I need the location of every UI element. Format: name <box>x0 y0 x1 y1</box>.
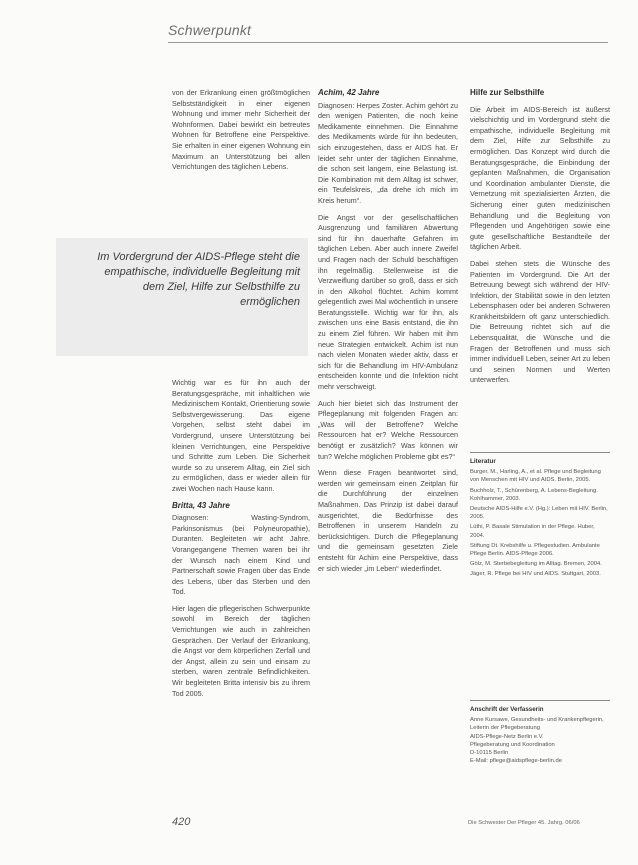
page-number: 420 <box>172 816 191 828</box>
paragraph: Auch hier bietet sich das Instrument der Pflegeplanung mit folgenden Fragen an: „Was will der Betroffene? Welche Ressourcen hat er? Welche Ressourcen benötigt er zusätzlich? Was können wir tun? Welche möglichen Probleme gibt es?“ <box>318 398 458 461</box>
paragraph: Die Arbeit im AIDS-Bereich ist äußerst vielschichtig und im Vordergrund steht die empathische, individuelle Begleitung mit dem Ziel, Hilfe zur Selbsthilfe zu ermöglichen. Das Konzept wird durch die Beratungsgespräche, die Einbindung der geplanten Maßnahmen, die Organisation und Koordination ambulanter Dienste, die Vernetzung mit spezialisierten Ärzten, die Sicherung einer guten medizinischen Behandlung und die Begleitung von Pflegenden und Angehörigen sowie eine gute gesellschaftliche Bestandteile der täglichen Arbeit. <box>470 104 610 252</box>
right-column <box>470 88 610 386</box>
literature-rule <box>470 452 610 453</box>
section-tag: Schwerpunkt <box>168 22 252 38</box>
pullquote: Im Vordergrund der AIDS-Pflege steht die empathische, individuelle Begleitung mit dem Ziel, Hilfe zur Selbsthilfe zu ermöglichen <box>97 251 300 308</box>
paragraph: Diagnosen: Herpes Zoster. Achim gehört zu den wenigen Patienten, die noch keine Medikamente einnehmen. Die Einnahme des Medikaments würde für ihn bedeuten, sich einzugestehen, dass er AIDS hat. Er leidet sehr unter der täglichen Einnahme, die schon seit langem, eine Belastung ist. Die Kombination mit dem Alltag ist schwer, ein Teufelskreis, „da drehe ich mich im Kreis herum“. <box>318 100 458 205</box>
address-line: Pflegeberatung und Koordination <box>470 741 555 748</box>
address-line: Leiterin der Pflegeberatung <box>470 725 540 732</box>
section-heading-selbsthilfe: Hilfe zur Selbsthilfe <box>470 88 545 97</box>
paragraph: Hier lagen die pflegerischen Schwerpunkte sowohl im Bereich der täglichen Verrichtungen wie auch in zahlreichen Gesprächen. Der Verlauf der Erkrankung, die Angst vor dem körperlichen Zerfall und der Angst, allein zu sein und einsam zu sterben, waren zentrale Befindlichkeiten. Wir begleiteten Britta intensiv bis zu ihrem Tod 2005. <box>172 603 310 698</box>
literature-title: Literatur <box>470 458 496 465</box>
author-address-box <box>470 706 610 765</box>
middle-column <box>318 88 458 574</box>
address-line: AIDS-Pflege-Netz Berlin e.V. <box>470 733 544 740</box>
top-rule <box>168 42 608 43</box>
address-rule <box>470 700 610 701</box>
literature-box <box>470 458 610 581</box>
left-column-top <box>172 88 310 173</box>
paragraph: von der Erkrankung einen größtmöglichen Selbstständigkeit in einer eigenen Wohnung und immer mehr Sicherheit der Wohnformen. Dabei bewirkt ein betreutes Wohnen für Betroffene eine Perspektive. Sie erhalten in einer eigenen Wohnung ein Maximum an Unterstützung bei allen Verrichtungen des täglichen Lebens. <box>172 88 310 172</box>
literature-item: Deutsche AIDS-Hilfe e.V. (Hg.): Leben mit HIV. Berlin, 2005. <box>470 506 608 521</box>
paragraph: Die Angst vor der gesellschaftlichen Ausgrenzung und familiären Abwertung sind für ihn dauerhafte Gefahren im täglichen Leben. Aber auch innere Zweifel und Fragen nach der Schuld beschäftigen ihn regelmäßig. Stellenweise ist die Verzweiflung darüber so groß, dass er sich in den Alkohol flüchtet. Achim kommt gelegentlich zwei Mal wöchentlich in unsere Beratungsstelle. Wichtig war für ihn, als zwischen uns eine Basis entstand, die ihn zu einem Ziel führen. Wir haben mit ihm neue Strategien entwickelt. Achim ist nun nach vielen Monaten wieder aktiv, dass er sich für die Behandlung im HIV-Ambulanz entscheiden konnte und die Infektion nicht mehr verschweigt. <box>318 212 458 392</box>
literature-item: Burger, M., Harling, A., et al. Pflege und Begleitung von Menschen mit HIV und AIDS. Berlin, 2005. <box>470 469 601 484</box>
address-title: Anschrift der Verfasserin <box>470 706 544 713</box>
literature-item: Lüthi, P. Basale Stimulation in der Pflege. Huber, 2004. <box>470 524 595 539</box>
left-column-bottom <box>172 378 310 699</box>
paragraph: Wenn diese Fragen beantwortet sind, werden wir gemeinsam einen Zeitplan für die Durchführung der einzelnen Maßnahmen. Das Prinzip ist dabei darauf ausgerichtet, die Bedürfnisse des Betroffenen in unserem Handeln zu berücksichtigen. Durch die Pflegeplanung und die gemeinsam gesetzten Ziele entsteht für Achim eine Perspektive, dass er sich wieder „im Leben“ wiederfindet. <box>318 468 458 573</box>
literature-item: Stiftung Dt. Krebshilfe u. Pflegestudien. Ambulante Pflege Berlin. AIDS-Pflege 2006. <box>470 542 600 558</box>
paragraph: Dabei stehen stets die Wünsche des Patienten im Vordergrund. Die Art der Betreuung bewegt sich während der HIV-Infektion, der Stabilität sowie in den letzten Lebensphasen oder bei anderen Schweren Krankheitsbildern oft ganz unterschiedlich. Die Betreuung richtet sich auf die Lebensqualität, die Wünsche und die Fragen der Betroffenen und muss sich immer individuell Leben, seiner Art zu leben und seinen Normen und Werten unterwerfen. <box>470 258 610 385</box>
paragraph: Diagnosen: Wasting-Syndrom, Parkinsonismus (bei Polyneuropathie), Duranten. Begleiteten wir acht Jahre. Vorangegangene Themen waren bei ihr der Wunsch nach einem Kind und Partnerschaft sowie Fragen über das Ende des Lebens, über das Sterben und den Tod. <box>172 513 310 597</box>
address-line: Anne Kursawe, Gesundheits- und Krankenpflegerin, <box>470 717 604 724</box>
address-line: D-10115 Berlin <box>470 750 509 757</box>
literature-item: Jäger, R. Pflege bei HIV und AIDS. Stuttgart, 2003. <box>470 571 601 578</box>
literature-item: Buchholz, T., Schürenberg, A. Lebens-Begleitung. Kohlhammer, 2003. <box>470 487 598 502</box>
address-line: E-Mail: pflege@aidspflege-berlin.de <box>470 758 562 765</box>
case-heading-achim: Achim, 42 Jahre <box>318 88 380 97</box>
case-heading-britta: Britta, 43 Jahre <box>172 500 230 510</box>
journal-footer: Die Schwester Der Pfleger 45. Jahrg. 06/06 <box>468 820 580 826</box>
paragraph: Wichtig war es für ihn auch der Beratungsgespräche, mit inhaltlichen wie Medizinischem Kontakt, Orientierung sowie Selbstvergewisserung. Das eigene Vorgehen, selbst steht dabei im Vordergrund, unsere Unterstützung bei kleinen Verrichtungen, eine Perspektive und Schritte zum Leben. Die Sicherheit wurde so zu unserem Alltag, ein Ziel sich zu ermöglichen, dass er wieder allein für zwei Wochen nach Hause kann. <box>172 378 310 493</box>
literature-item: Gölz, M. Sterbebegleitung im Alltag. Bremen, 2004. <box>470 561 602 568</box>
